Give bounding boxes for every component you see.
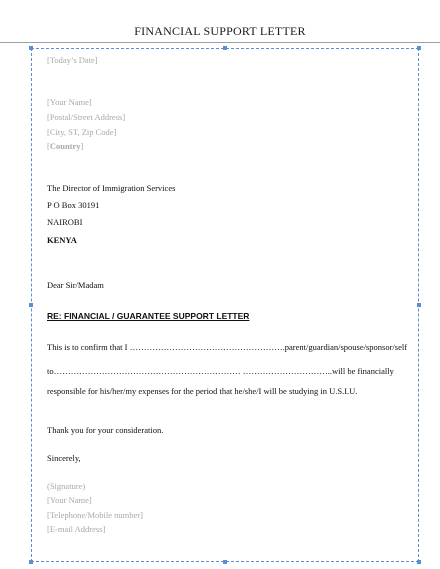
country-close-bracket: ]	[80, 141, 84, 151]
frame-handle-top-left[interactable]	[29, 46, 33, 50]
frame-handle-bottom-left[interactable]	[29, 560, 33, 564]
closing: Sincerely,	[47, 453, 81, 463]
country-label: Country	[49, 141, 81, 151]
sender-country[interactable]	[47, 141, 83, 152]
recipient-line-2: P O Box 30191	[47, 200, 100, 210]
frame-handle-top-mid[interactable]	[223, 46, 227, 50]
signer-name-placeholder[interactable]: [Your Name]	[47, 495, 92, 505]
sender-street[interactable]: [Postal/Street Address]	[47, 112, 126, 122]
sender-name[interactable]: [Your Name]	[47, 97, 92, 107]
frame-handle-bottom-mid[interactable]	[223, 560, 227, 564]
thanks-line: Thank you for your consideration.	[47, 425, 164, 435]
email-placeholder[interactable]: [E-mail Address]	[47, 524, 106, 534]
editable-frame[interactable]	[31, 48, 419, 562]
signature-placeholder[interactable]: (Signature)	[47, 481, 86, 491]
frame-handle-mid-right[interactable]	[417, 303, 421, 307]
phone-placeholder[interactable]: [Telephone/Mobile number]	[47, 510, 143, 520]
body-line-3: responsible for his/her/my expenses for the period that he/she/I will be studying in U.S.I.U.	[47, 386, 358, 396]
frame-handle-bottom-right[interactable]	[417, 560, 421, 564]
subject-heading: RE: FINANCIAL / GUARANTEE SUPPORT LETTER	[47, 311, 250, 321]
sender-city[interactable]: [City, ST, Zip Code]	[47, 127, 117, 137]
date-placeholder[interactable]: [Today’s Date]	[47, 55, 98, 65]
title-rule	[0, 42, 440, 43]
body-line-2: to………………………………………………………… …………………………..will be financially	[47, 366, 394, 376]
salutation: Dear Sir/Madam	[47, 280, 104, 290]
recipient-line-1: The Director of Immigration Services	[47, 183, 176, 193]
country-open-bracket: [	[47, 141, 50, 151]
body-line-1: This is to confirm that I ……………………………………………….parent/guardian/spouse/sponsor/self	[47, 342, 408, 352]
recipient-line-3: NAIROBI	[47, 217, 83, 227]
frame-handle-top-right[interactable]	[417, 46, 421, 50]
recipient-line-4: KENYA	[47, 235, 77, 245]
frame-handle-mid-left[interactable]	[29, 303, 33, 307]
page-title: FINANCIAL SUPPORT LETTER	[134, 24, 306, 38]
